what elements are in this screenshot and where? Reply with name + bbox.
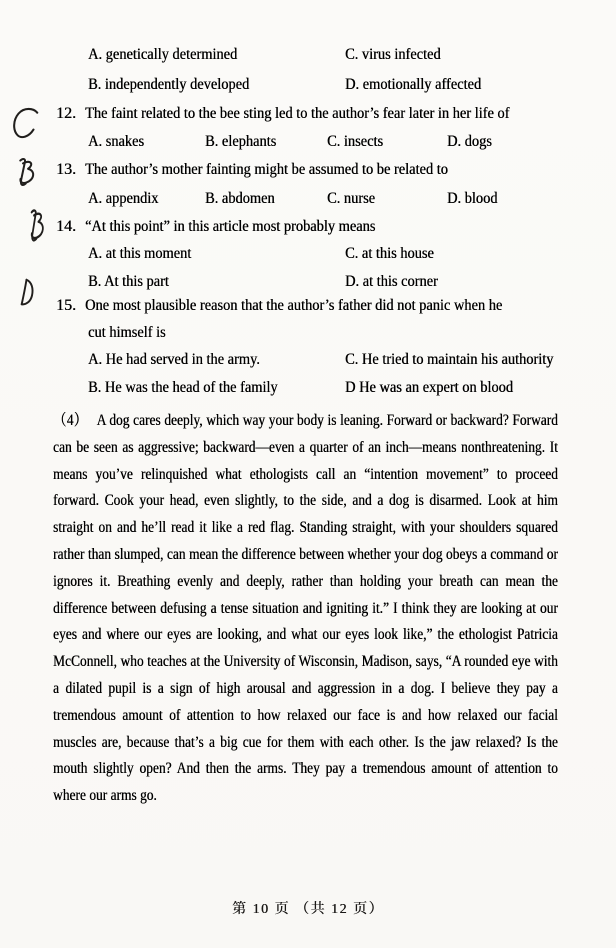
question-number: 12. (56, 105, 76, 122)
option-c: C. nurse (327, 190, 375, 207)
question-text: The author’s mother fainting might be assumed to be related to (85, 161, 448, 178)
question-number: 15. (56, 297, 76, 314)
question-13 (56, 159, 561, 210)
question-line (56, 216, 561, 238)
option-c: C. He tried to maintain his authority (345, 351, 554, 368)
option-d: D He was an expert on blood (345, 379, 513, 396)
option-row (56, 131, 561, 153)
option-row (56, 271, 561, 293)
option-row (56, 243, 561, 265)
option-d: D. emotionally affected (345, 76, 482, 93)
option-b: B. He was the head of the family (88, 379, 278, 396)
option-b: B. abdomen (205, 190, 275, 207)
question-text: The faint related to the bee sting led to the author’s fear later in her life of (85, 105, 510, 122)
question-line (56, 103, 561, 125)
question-line (56, 295, 561, 317)
option-a: A. appendix (88, 190, 159, 207)
option-row (56, 44, 561, 66)
option-row (56, 377, 561, 399)
option-row (56, 74, 561, 96)
option-c: C. virus infected (345, 46, 441, 63)
question-11-options (56, 44, 561, 96)
option-b: B. At this part (88, 273, 169, 290)
option-b: B. independently developed (88, 76, 250, 93)
handwritten-answer-b-mark-q14 (22, 207, 46, 245)
passage-number: （4） (53, 412, 88, 429)
question-text: One most plausible reason that the author’s father did not panic when he (85, 297, 503, 314)
option-d: D. blood (447, 190, 498, 207)
question-text: “At this point” in this article most probably means (85, 218, 376, 235)
option-row (56, 188, 561, 210)
handwritten-answer-c-mark (11, 105, 41, 141)
question-text-continued: cut himself is (88, 324, 166, 341)
option-a: A. snakes (88, 133, 144, 150)
option-d: D. at this corner (345, 273, 438, 290)
question-14 (56, 216, 561, 293)
question-12 (56, 103, 561, 153)
option-a: A. at this moment (88, 245, 192, 262)
question-number: 14. (56, 218, 76, 235)
question-line (56, 159, 561, 181)
option-a: A. He had served in the army. (88, 351, 260, 368)
option-row (56, 349, 561, 371)
question-number: 13. (56, 161, 76, 178)
option-a: A. genetically determined (88, 46, 238, 63)
page-footer: 第 10 页 （共 12 页） (232, 902, 384, 917)
page-content (53, 44, 561, 810)
option-c: C. at this house (345, 245, 434, 262)
option-d: D. dogs (447, 133, 492, 150)
handwritten-answer-d-mark (16, 277, 37, 307)
reading-passage (53, 408, 558, 810)
handwritten-answer-b-mark-q13 (9, 156, 37, 189)
question-text-continued-line (56, 322, 561, 344)
option-c: C. insects (327, 133, 383, 150)
passage-text: A dog cares deeply, which way your body is leaning. Forward or backward? Forward can be seen as aggressive; backward—even a quarter of an inch—means nonthreatening. It means you’ve relinquished what ethologists call an “intention movement” to proceed forward. Cook your head, even slightly, to the side, and a dog is disarmed. Look at him straight on and he’ll read it like a red flag. Standing straight, with your shoulders squared rather than slumped, can mean the difference between whether your dog obeys a command or ignores it. Breathing evenly and deeply, rather than holding your breath can mean the difference between defusing a tense situation and igniting it.” I think they are looking at our eyes and where our eyes are looking, and what our eyes look like,” the ethologist Patricia McConnell, who teaches at the University of Wisconsin, Madison, says, “A rounded eye with a dilated pupil is a sign of high arousal and aggression in a dog. I believe they pay a tremendous amount of attention to how relaxed our face is and how relaxed our facial muscles are, because that’s a big cue for them with each other. Is the jaw relaxed? Is the mouth slightly open? And then the arms. They pay a tremendous amount of attention to where our arms go. (53, 412, 558, 805)
question-15 (56, 295, 561, 399)
option-b: B. elephants (205, 133, 277, 150)
